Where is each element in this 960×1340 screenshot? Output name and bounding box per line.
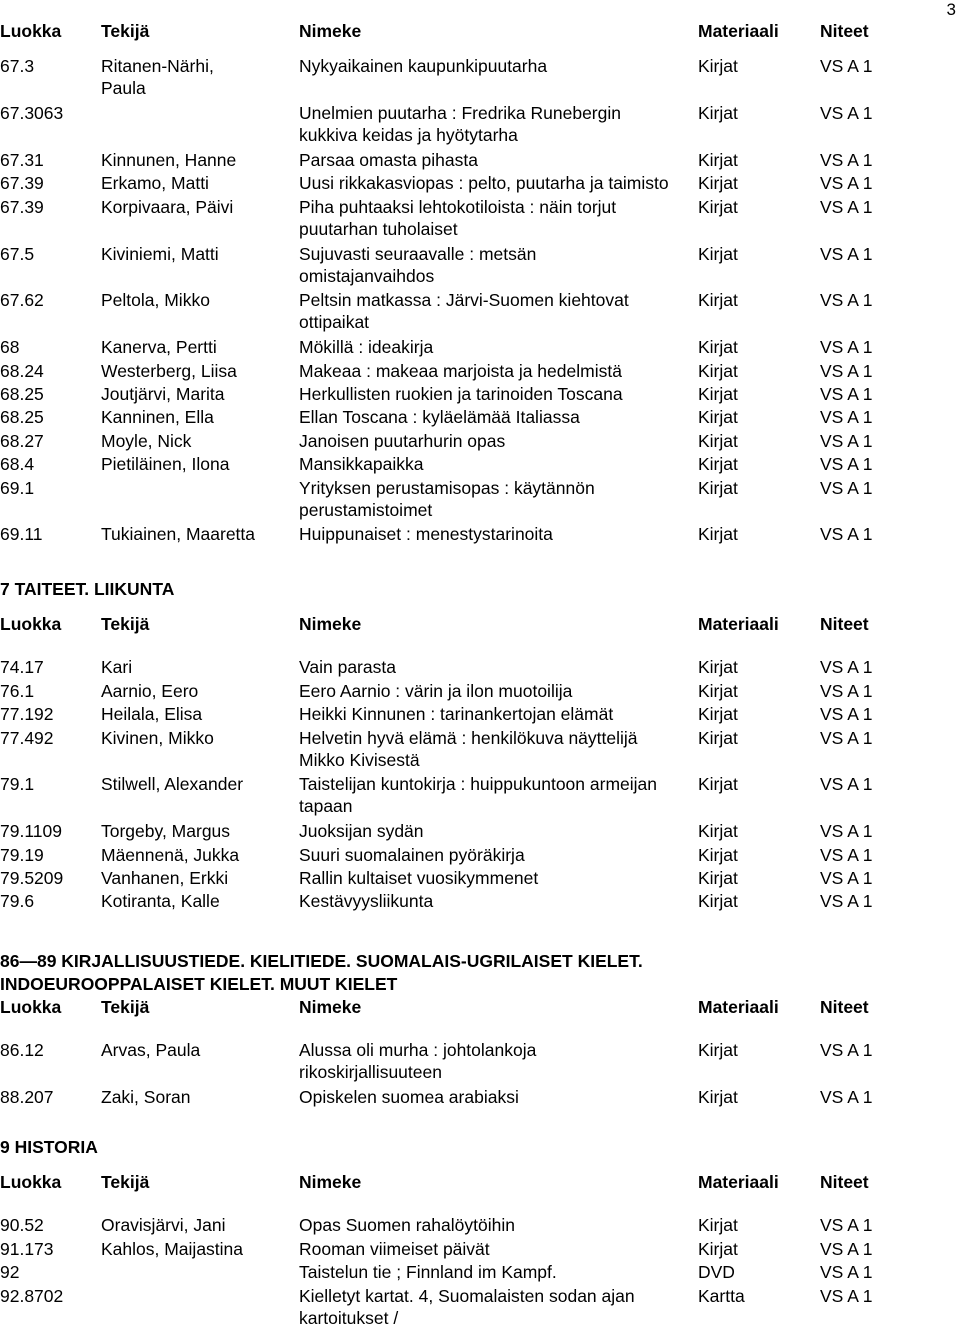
header-nimeke: Nimeke [299, 21, 362, 41]
cell-niteet: VS A 1 [820, 243, 873, 264]
cell-materiaali: Kirjat [698, 290, 738, 311]
cell-luokka: 68.25 [0, 383, 44, 404]
table-row [0, 820, 960, 843]
table-row [0, 656, 960, 679]
cell-nimeke: Yrityksen perustamisopas : käytännön perustamistoimet [299, 477, 595, 520]
table-row [0, 243, 960, 290]
cell-niteet: VS A 1 [820, 56, 873, 77]
cell-niteet: VS A 1 [820, 337, 873, 358]
table-row [0, 867, 960, 890]
cell-tekija: Korpivaara, Päivi [101, 196, 234, 217]
table-row [0, 1285, 960, 1332]
cell-luokka: 79.19 [0, 844, 44, 865]
cell-niteet: VS A 1 [820, 891, 873, 912]
cell-luokka: 68.4 [0, 454, 35, 475]
cell-nimeke: Piha puhtaaksi lehtokotiloista : näin torjut puutarhan tuholaiset [299, 196, 617, 239]
cell-tekija: Kiviniemi, Matti [101, 243, 219, 264]
table-row [0, 360, 960, 383]
cell-luokka: 77.492 [0, 727, 54, 748]
cell-materiaali: Kirjat [698, 727, 738, 748]
table-row [0, 430, 960, 453]
cell-tekija: Pietiläinen, Ilona [101, 454, 230, 475]
header-luokka: Luokka [0, 614, 62, 634]
cell-materiaali: Kirjat [698, 524, 738, 545]
cell-materiaali: Kirjat [698, 407, 738, 428]
cell-luokka: 67.3063 [0, 103, 64, 124]
cell-luokka: 67.39 [0, 196, 44, 217]
cell-materiaali: Kirjat [698, 1215, 738, 1236]
cell-tekija: Tukiainen, Maaretta [101, 524, 256, 545]
cell-materiaali: Kirjat [698, 844, 738, 865]
cell-niteet: VS A 1 [820, 844, 873, 865]
cell-tekija: Kanerva, Pertti [101, 337, 217, 358]
header-nimeke: Nimeke [299, 997, 362, 1017]
page-number: 3 [946, 0, 956, 19]
cell-materiaali: Kirjat [698, 360, 738, 381]
cell-niteet: VS A 1 [820, 454, 873, 475]
cell-luokka: 88.207 [0, 1087, 54, 1108]
cell-materiaali: Kirjat [698, 867, 738, 888]
table-row [0, 844, 960, 867]
cell-materiaali: Kirjat [698, 1087, 738, 1108]
cell-materiaali: Kirjat [698, 56, 738, 77]
cell-tekija: Peltola, Mikko [101, 290, 210, 311]
section-arts-sports [0, 578, 960, 914]
cell-nimeke: Herkullisten ruokien ja tarinoiden Toscana [299, 383, 623, 404]
cell-luokka: 67.62 [0, 290, 44, 311]
cell-nimeke: Opiskelen suomea arabiaksi [299, 1087, 519, 1108]
header-materiaali: Materiaali [698, 614, 779, 634]
table-row [0, 1214, 960, 1237]
cell-luokka: 79.1109 [0, 821, 62, 842]
cell-tekija: Kahlos, Maijastina [101, 1238, 244, 1259]
cell-luokka: 69.1 [0, 477, 35, 498]
cell-niteet: VS A 1 [820, 290, 873, 311]
cell-nimeke: Opas Suomen rahalöytöihin [299, 1215, 515, 1236]
cell-luokka: 68.25 [0, 407, 44, 428]
section-history [0, 1136, 960, 1331]
cell-tekija: Kinnunen, Hanne [101, 149, 237, 170]
cell-materiaali: Kirjat [698, 243, 738, 264]
cell-tekija: Oravisjärvi, Jani [101, 1215, 226, 1236]
cell-nimeke: Helvetin hyvä elämä : henkilökuva näyttelijä Mikko Kivisestä [299, 727, 638, 770]
cell-niteet: VS A 1 [820, 1262, 873, 1283]
cell-niteet: VS A 1 [820, 727, 873, 748]
cell-niteet: VS A 1 [820, 383, 873, 404]
table-row [0, 1086, 960, 1109]
cell-nimeke: Sujuvasti seuraavalle : metsän omistajanvaihdos [299, 243, 537, 286]
header-tekija: Tekijä [101, 21, 150, 41]
table-header [0, 996, 960, 1019]
cell-luokka: 79.1 [0, 774, 35, 795]
cell-niteet: VS A 1 [820, 430, 873, 451]
cell-materiaali: Kirjat [698, 430, 738, 451]
cell-materiaali: Kirjat [698, 1238, 738, 1259]
header-luokka: Luokka [0, 1172, 62, 1192]
cell-luokka: 67.31 [0, 149, 44, 170]
cell-luokka: 69.11 [0, 524, 43, 545]
header-nimeke: Nimeke [299, 1172, 362, 1192]
cell-materiaali: Kirjat [698, 680, 738, 701]
cell-materiaali: Kirjat [698, 454, 738, 475]
cell-tekija: Moyle, Nick [101, 430, 192, 451]
cell-materiaali: Kirjat [698, 774, 738, 795]
cell-luokka: 79.6 [0, 891, 35, 912]
cell-tekija: Arvas, Paula [101, 1040, 201, 1061]
section-title-continued: INDOEUROOPPALAISET KIELET. MUUT KIELET [0, 974, 398, 994]
table-row [0, 383, 960, 406]
section-garden [0, 20, 960, 547]
cell-nimeke: Ellan Toscana : kyläelämää Italiassa [299, 407, 580, 428]
header-tekija: Tekijä [101, 614, 150, 634]
table-header [0, 613, 960, 636]
cell-niteet: VS A 1 [820, 1215, 873, 1236]
cell-nimeke: Unelmien puutarha : Fredrika Runebergin kukkiva keidas ja hyötytarha [299, 103, 621, 146]
cell-niteet: VS A 1 [820, 657, 873, 678]
cell-luokka: 92 [0, 1262, 20, 1283]
cell-luokka: 68.27 [0, 430, 44, 451]
cell-tekija: Vanhanen, Erkki [101, 867, 229, 888]
cell-materiaali: Kirjat [698, 149, 738, 170]
cell-luokka: 92.8702 [0, 1285, 64, 1306]
cell-nimeke: Rooman viimeiset päivät [299, 1238, 490, 1259]
cell-niteet: VS A 1 [820, 1040, 873, 1061]
cell-niteet: VS A 1 [820, 704, 873, 725]
cell-tekija: Zaki, Soran [101, 1087, 191, 1108]
header-nimeke: Nimeke [299, 614, 362, 634]
header-materiaali: Materiaali [698, 1172, 779, 1192]
cell-luokka: 90.52 [0, 1215, 44, 1236]
cell-luokka: 67.39 [0, 173, 44, 194]
header-tekija: Tekijä [101, 1172, 150, 1192]
cell-materiaali: DVD [698, 1262, 735, 1283]
cell-tekija: Stilwell, Alexander [101, 774, 244, 795]
cell-luokka: 79.5209 [0, 867, 64, 888]
header-materiaali: Materiaali [698, 21, 779, 41]
cell-nimeke: Mökillä : ideakirja [299, 337, 434, 358]
table-row [0, 773, 960, 820]
header-luokka: Luokka [0, 21, 62, 41]
cell-niteet: VS A 1 [820, 1087, 873, 1108]
header-niteet: Niteet [820, 997, 869, 1017]
cell-nimeke: Peltsin matkassa : Järvi-Suomen kiehtovat ottipaikat [299, 290, 629, 333]
section-title: 7 TAITEET. LIIKUNTA [0, 579, 175, 599]
cell-nimeke: Makeaa : makeaa marjoista ja hedelmistä [299, 360, 622, 381]
cell-tekija: Kivinen, Mikko [101, 727, 214, 748]
cell-tekija: Joutjärvi, Marita [101, 383, 225, 404]
cell-tekija: Erkamo, Matti [101, 173, 209, 194]
table-row [0, 149, 960, 172]
section-title: 86—89 KIRJALLISUUSTIEDE. KIELITIEDE. SUOMALAIS-UGRILAISET KIELET. [0, 951, 643, 971]
cell-nimeke: Huippunaiset : menestystarinoita [299, 524, 553, 545]
table-row [0, 336, 960, 359]
cell-tekija: Kanninen, Ella [101, 407, 214, 428]
table-header [0, 1171, 960, 1194]
cell-niteet: VS A 1 [820, 1238, 873, 1259]
cell-materiaali: Kirjat [698, 196, 738, 217]
table-row [0, 703, 960, 726]
cell-nimeke: Taistelijan kuntokirja : huippukuntoon armeijan tapaan [299, 774, 657, 817]
cell-nimeke: Juoksijan sydän [299, 821, 424, 842]
cell-luokka: 67.5 [0, 243, 35, 264]
header-luokka: Luokka [0, 997, 62, 1017]
cell-niteet: VS A 1 [820, 477, 873, 498]
cell-tekija: Kari [101, 657, 133, 678]
table-row [0, 1238, 960, 1261]
cell-niteet: VS A 1 [820, 103, 873, 124]
cell-materiaali: Kirjat [698, 891, 738, 912]
cell-materiaali: Kirjat [698, 477, 738, 498]
cell-nimeke: Kielletyt kartat. 4, Suomalaisten sodan ajan kartoitukset / [299, 1285, 635, 1328]
cell-nimeke: Nykyaikainen kaupunkipuutarha [299, 56, 548, 77]
cell-niteet: VS A 1 [820, 173, 873, 194]
cell-luokka: 74.17 [0, 657, 44, 678]
header-niteet: Niteet [820, 21, 869, 41]
cell-materiaali: Kirjat [698, 704, 738, 725]
table-row [0, 1039, 960, 1086]
cell-tekija: Mäennenä, Jukka [101, 844, 240, 865]
cell-luokka: 67.3 [0, 56, 35, 77]
cell-materiaali: Kirjat [698, 173, 738, 194]
table-row [0, 55, 960, 102]
cell-nimeke: Vain parasta [299, 657, 396, 678]
cell-nimeke: Taistelun tie ; Finnland im Kampf. [299, 1262, 557, 1283]
table-row [0, 890, 960, 913]
cell-materiaali: Kirjat [698, 657, 738, 678]
section-literature-languages [0, 950, 960, 1110]
header-materiaali: Materiaali [698, 997, 779, 1017]
cell-niteet: VS A 1 [820, 821, 873, 842]
cell-tekija: Westerberg, Liisa [101, 360, 237, 381]
cell-niteet: VS A 1 [820, 867, 873, 888]
table-row [0, 406, 960, 429]
cell-niteet: VS A 1 [820, 1285, 873, 1306]
cell-tekija: Kotiranta, Kalle [101, 891, 220, 912]
cell-nimeke: Heikki Kinnunen : tarinankertojan elämät [299, 704, 614, 725]
cell-luokka: 77.192 [0, 704, 54, 725]
header-niteet: Niteet [820, 614, 869, 634]
cell-niteet: VS A 1 [820, 407, 873, 428]
cell-niteet: VS A 1 [820, 360, 873, 381]
table-row [0, 523, 960, 546]
cell-niteet: VS A 1 [820, 524, 873, 545]
cell-niteet: VS A 1 [820, 774, 873, 795]
section-title: 9 HISTORIA [0, 1137, 98, 1157]
cell-materiaali: Kirjat [698, 103, 738, 124]
cell-niteet: VS A 1 [820, 196, 873, 217]
cell-tekija: Torgeby, Margus [101, 821, 231, 842]
table-row [0, 453, 960, 476]
cell-tekija: Aarnio, Eero [101, 680, 199, 701]
cell-materiaali: Kirjat [698, 383, 738, 404]
cell-nimeke: Parsaa omasta pihasta [299, 149, 478, 170]
table-row [0, 289, 960, 336]
cell-nimeke: Mansikkapaikka [299, 454, 424, 475]
cell-luokka: 91.173 [0, 1238, 54, 1259]
cell-nimeke: Eero Aarnio : värin ja ilon muotoilija [299, 680, 573, 701]
header-niteet: Niteet [820, 1172, 869, 1192]
cell-nimeke: Alussa oli murha : johtolankoja rikoskirjallisuuteen [299, 1040, 537, 1083]
cell-nimeke: Suuri suomalainen pyöräkirja [299, 844, 525, 865]
cell-tekija: Ritanen-Närhi, Paula [101, 56, 214, 99]
cell-materiaali: Kirjat [698, 821, 738, 842]
table-row [0, 172, 960, 195]
cell-niteet: VS A 1 [820, 680, 873, 701]
table-row [0, 196, 960, 243]
table-row [0, 680, 960, 703]
table-header [0, 20, 960, 43]
cell-nimeke: Rallin kultaiset vuosikymmenet [299, 867, 539, 888]
cell-luokka: 76.1 [0, 680, 35, 701]
cell-nimeke: Janoisen puutarhurin opas [299, 430, 506, 451]
cell-nimeke: Kestävyysliikunta [299, 891, 434, 912]
cell-luokka: 86.12 [0, 1040, 44, 1061]
table-row [0, 102, 960, 149]
header-tekija: Tekijä [101, 997, 150, 1017]
cell-materiaali: Kirjat [698, 337, 738, 358]
table-row [0, 1261, 960, 1284]
cell-materiaali: Kirjat [698, 1040, 738, 1061]
table-row [0, 477, 960, 524]
table-row [0, 727, 960, 774]
cell-niteet: VS A 1 [820, 149, 873, 170]
cell-nimeke: Uusi rikkakasviopas : pelto, puutarha ja taimisto [299, 173, 669, 194]
cell-tekija: Heilala, Elisa [101, 704, 203, 725]
cell-materiaali: Kartta [698, 1285, 745, 1306]
cell-luokka: 68.24 [0, 360, 44, 381]
cell-luokka: 68 [0, 337, 20, 358]
